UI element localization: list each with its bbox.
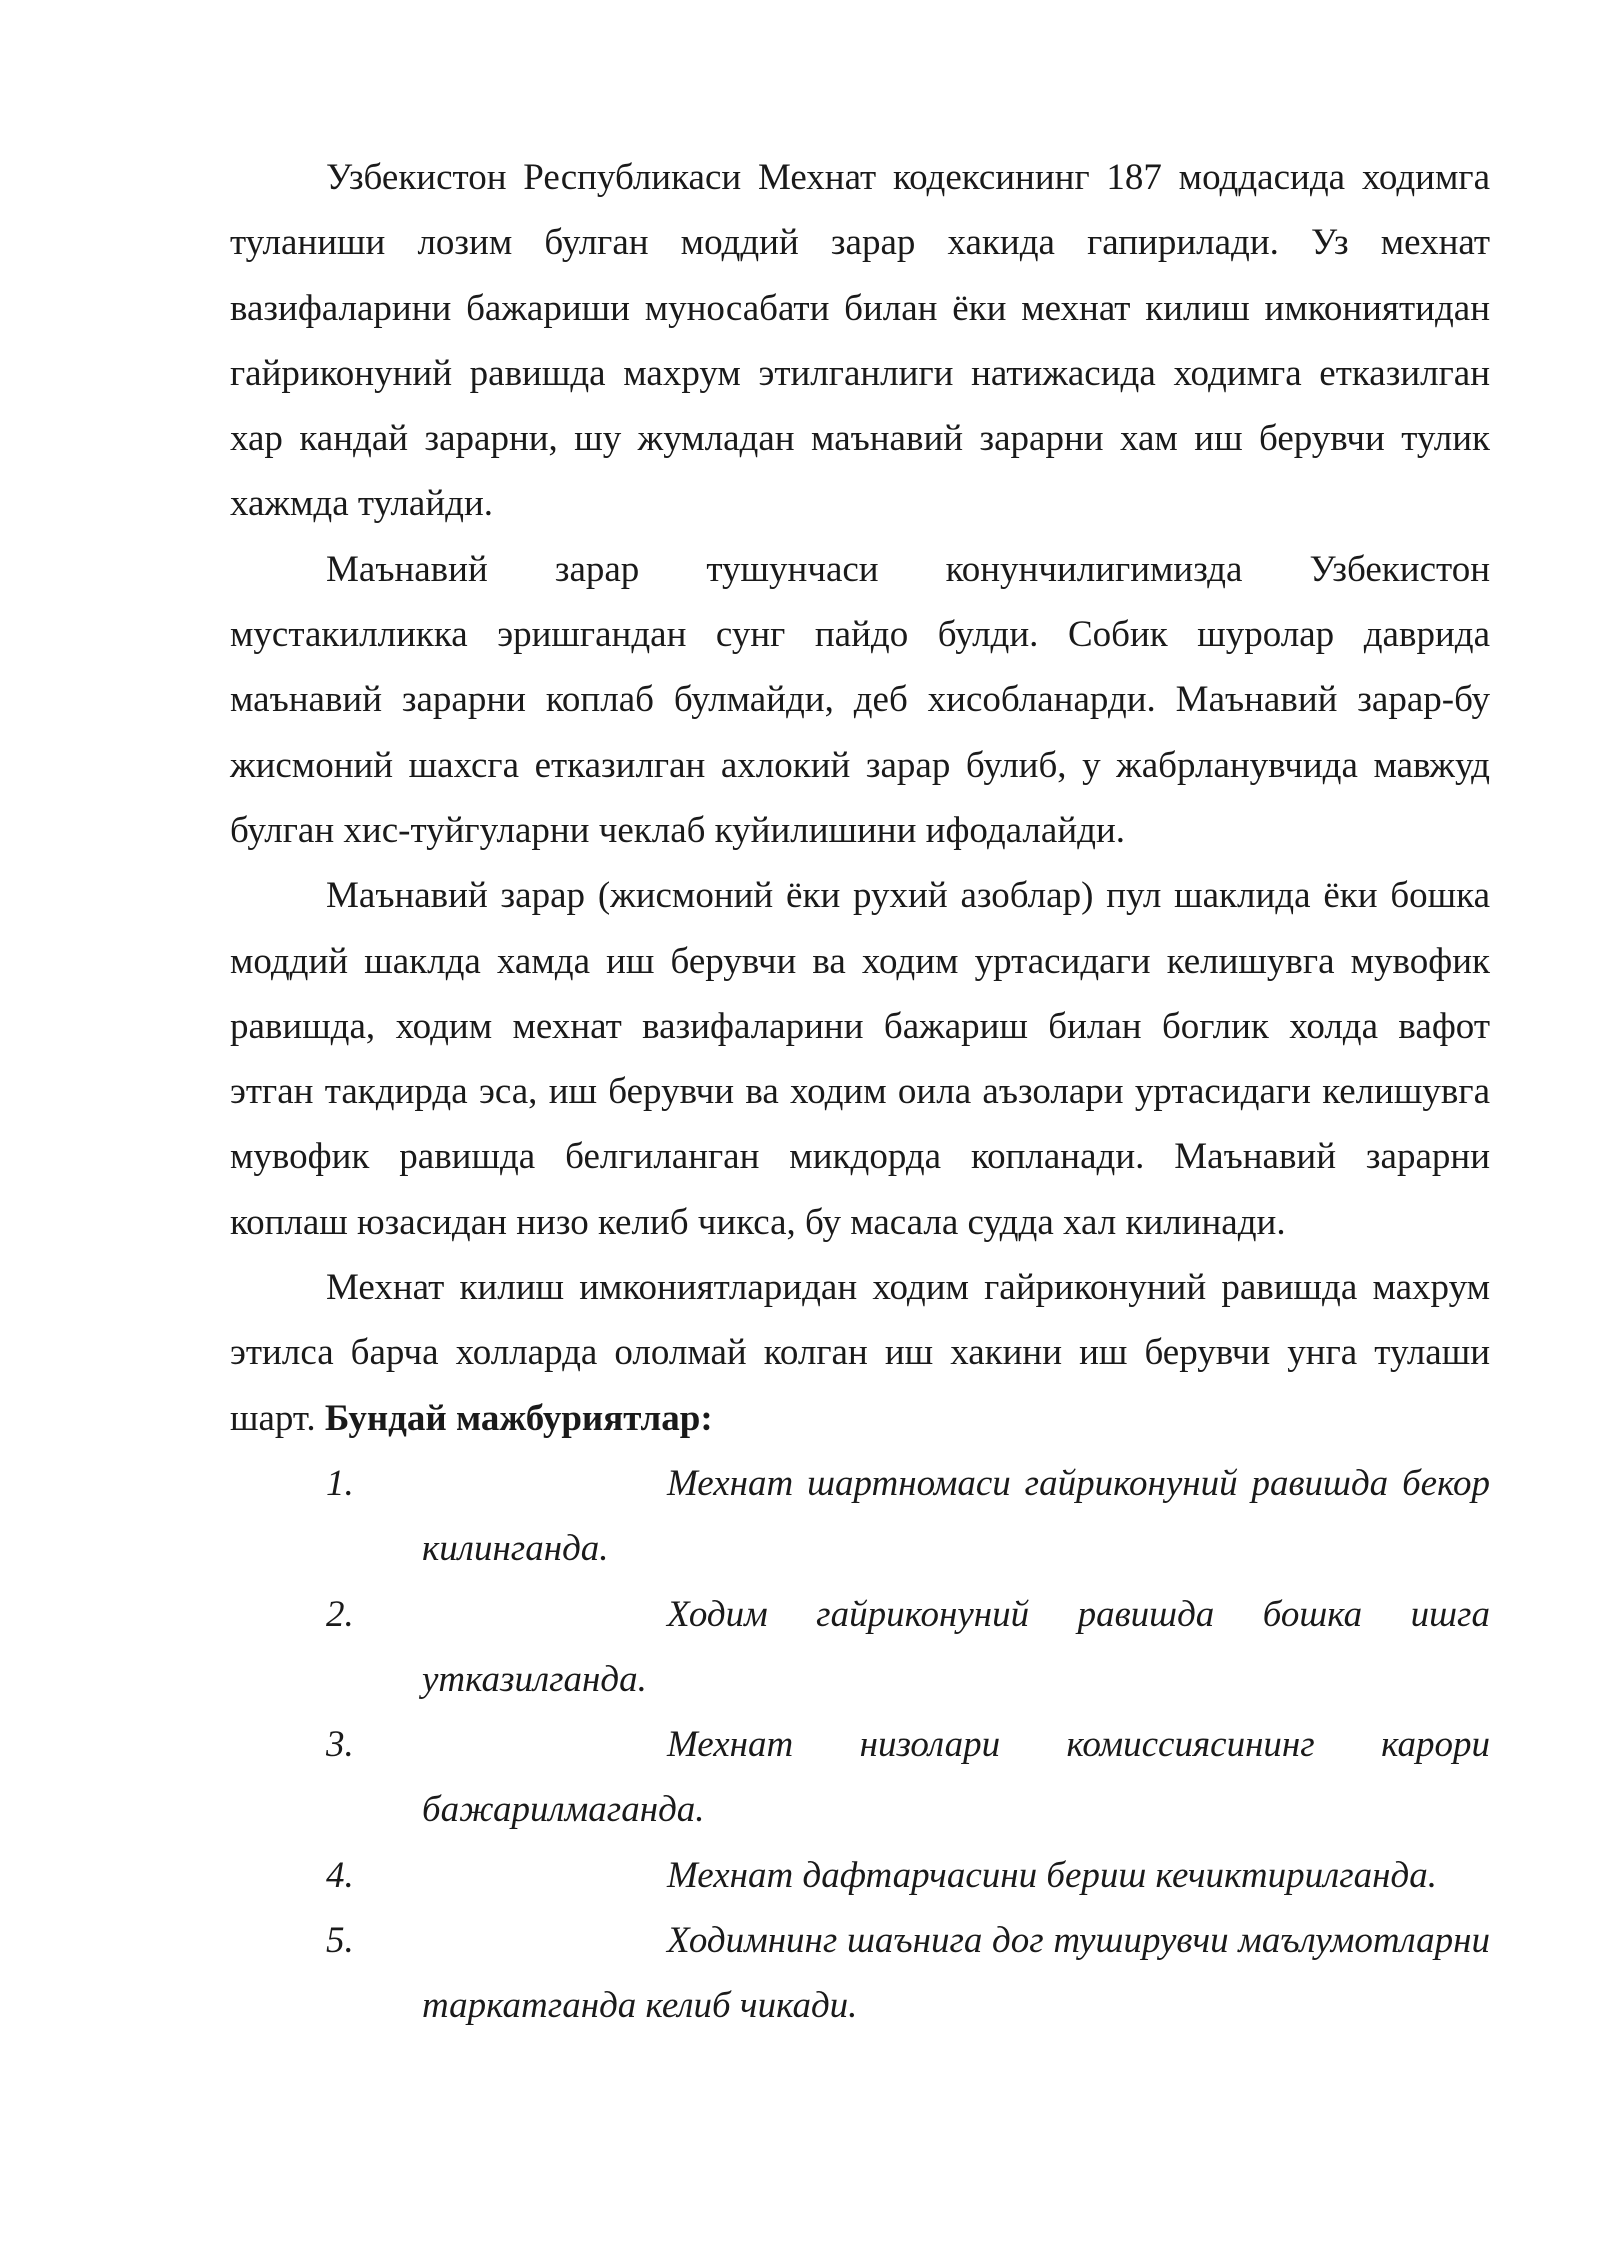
list-item-text: Ходимнинг шаънига дог туширувчи маълумотларни таркатганда келиб чикади.: [422, 1920, 1490, 2027]
list-item-text: Мехнат дафтарчасини бериш кечиктирилганда.: [667, 1854, 1437, 1896]
paragraph-4-text: Мехнат килиш имкониятларидан ходим гайриконуний равишда махрум этилса барча холларда ололмай колган иш хакини иш берувчи унга тулаши шарт.: [230, 1267, 1490, 1439]
list-item-number: 3.: [326, 1724, 354, 1766]
obligations-heading: Бундай мажбуриятлар:: [324, 1397, 713, 1439]
list-item: [230, 1843, 1490, 1908]
list-item-number: 5.: [326, 1920, 354, 1962]
obligations-list: [230, 1451, 1490, 2039]
list-item-text: Мехнат шартномаси гайриконуний равишда бекор килинганда.: [422, 1462, 1490, 1570]
paragraph-1: Узбекистон Республикаси Мехнат кодексининг 187 моддасида ходимга туланиши лозим булган моддий зарар хакида гапирилади. Уз мехнат вазифаларини бажариши муносабати билан ёки мехнат килиш имкониятидан гайриконуний равишда махрум этилганлиги натижасида ходимга етказилган хар кандай зарарни, шу жумладан маънавий зарарни хам иш берувчи тулик хажмда тулайди.: [230, 157, 1490, 525]
list-item-number: 4.: [326, 1854, 354, 1896]
list-item-number: 2.: [326, 1593, 354, 1635]
paragraph-2: Маънавий зарар тушунчаси конунчилигимизда Узбекистон мустакилликка эришгандан сунг пайдо булди. Собик шуролар даврида маънавий зарарни коплаб булмайди, деб хисобланарди. Маънавий зарар-бу жисмоний шахсга етказилган ахлокий зарар булиб, у жабрланувчида мавжуд булган хис-туйгуларни чеклаб куйилишини ифодалайди.: [230, 548, 1490, 851]
paragraph-4: [230, 1255, 1490, 1451]
list-item: [230, 1712, 1490, 1843]
list-item: [230, 1451, 1490, 1582]
list-item: [230, 1582, 1490, 1713]
document-body: [230, 145, 1490, 2039]
list-item-text: Мехнат низолари комиссиясининг карори бажарилмаганда.: [422, 1724, 1490, 1831]
paragraph-3: Маънавий зарар (жисмоний ёки рухий азоблар) пул шаклида ёки бошка моддий шаклда хамда иш берувчи ва ходим уртасидаги келишувга мувофик равишда, ходим мехнат вазифаларини бажариш билан боглик холда вафот этган такдирда эса, иш берувчи ва ходим оила аъзолари уртасидаги келишувга мувофик равишда белгиланган микдорда копланади. Маънавий зарарни коплаш юзасидан низо келиб чикса, бу масала судда хал килинади.: [230, 875, 1490, 1243]
list-item-number: 1.: [326, 1462, 354, 1504]
list-item-text: Ходим гайриконуний равишда бошка ишга утказилганда.: [422, 1593, 1490, 1700]
list-item: [230, 1908, 1490, 2039]
